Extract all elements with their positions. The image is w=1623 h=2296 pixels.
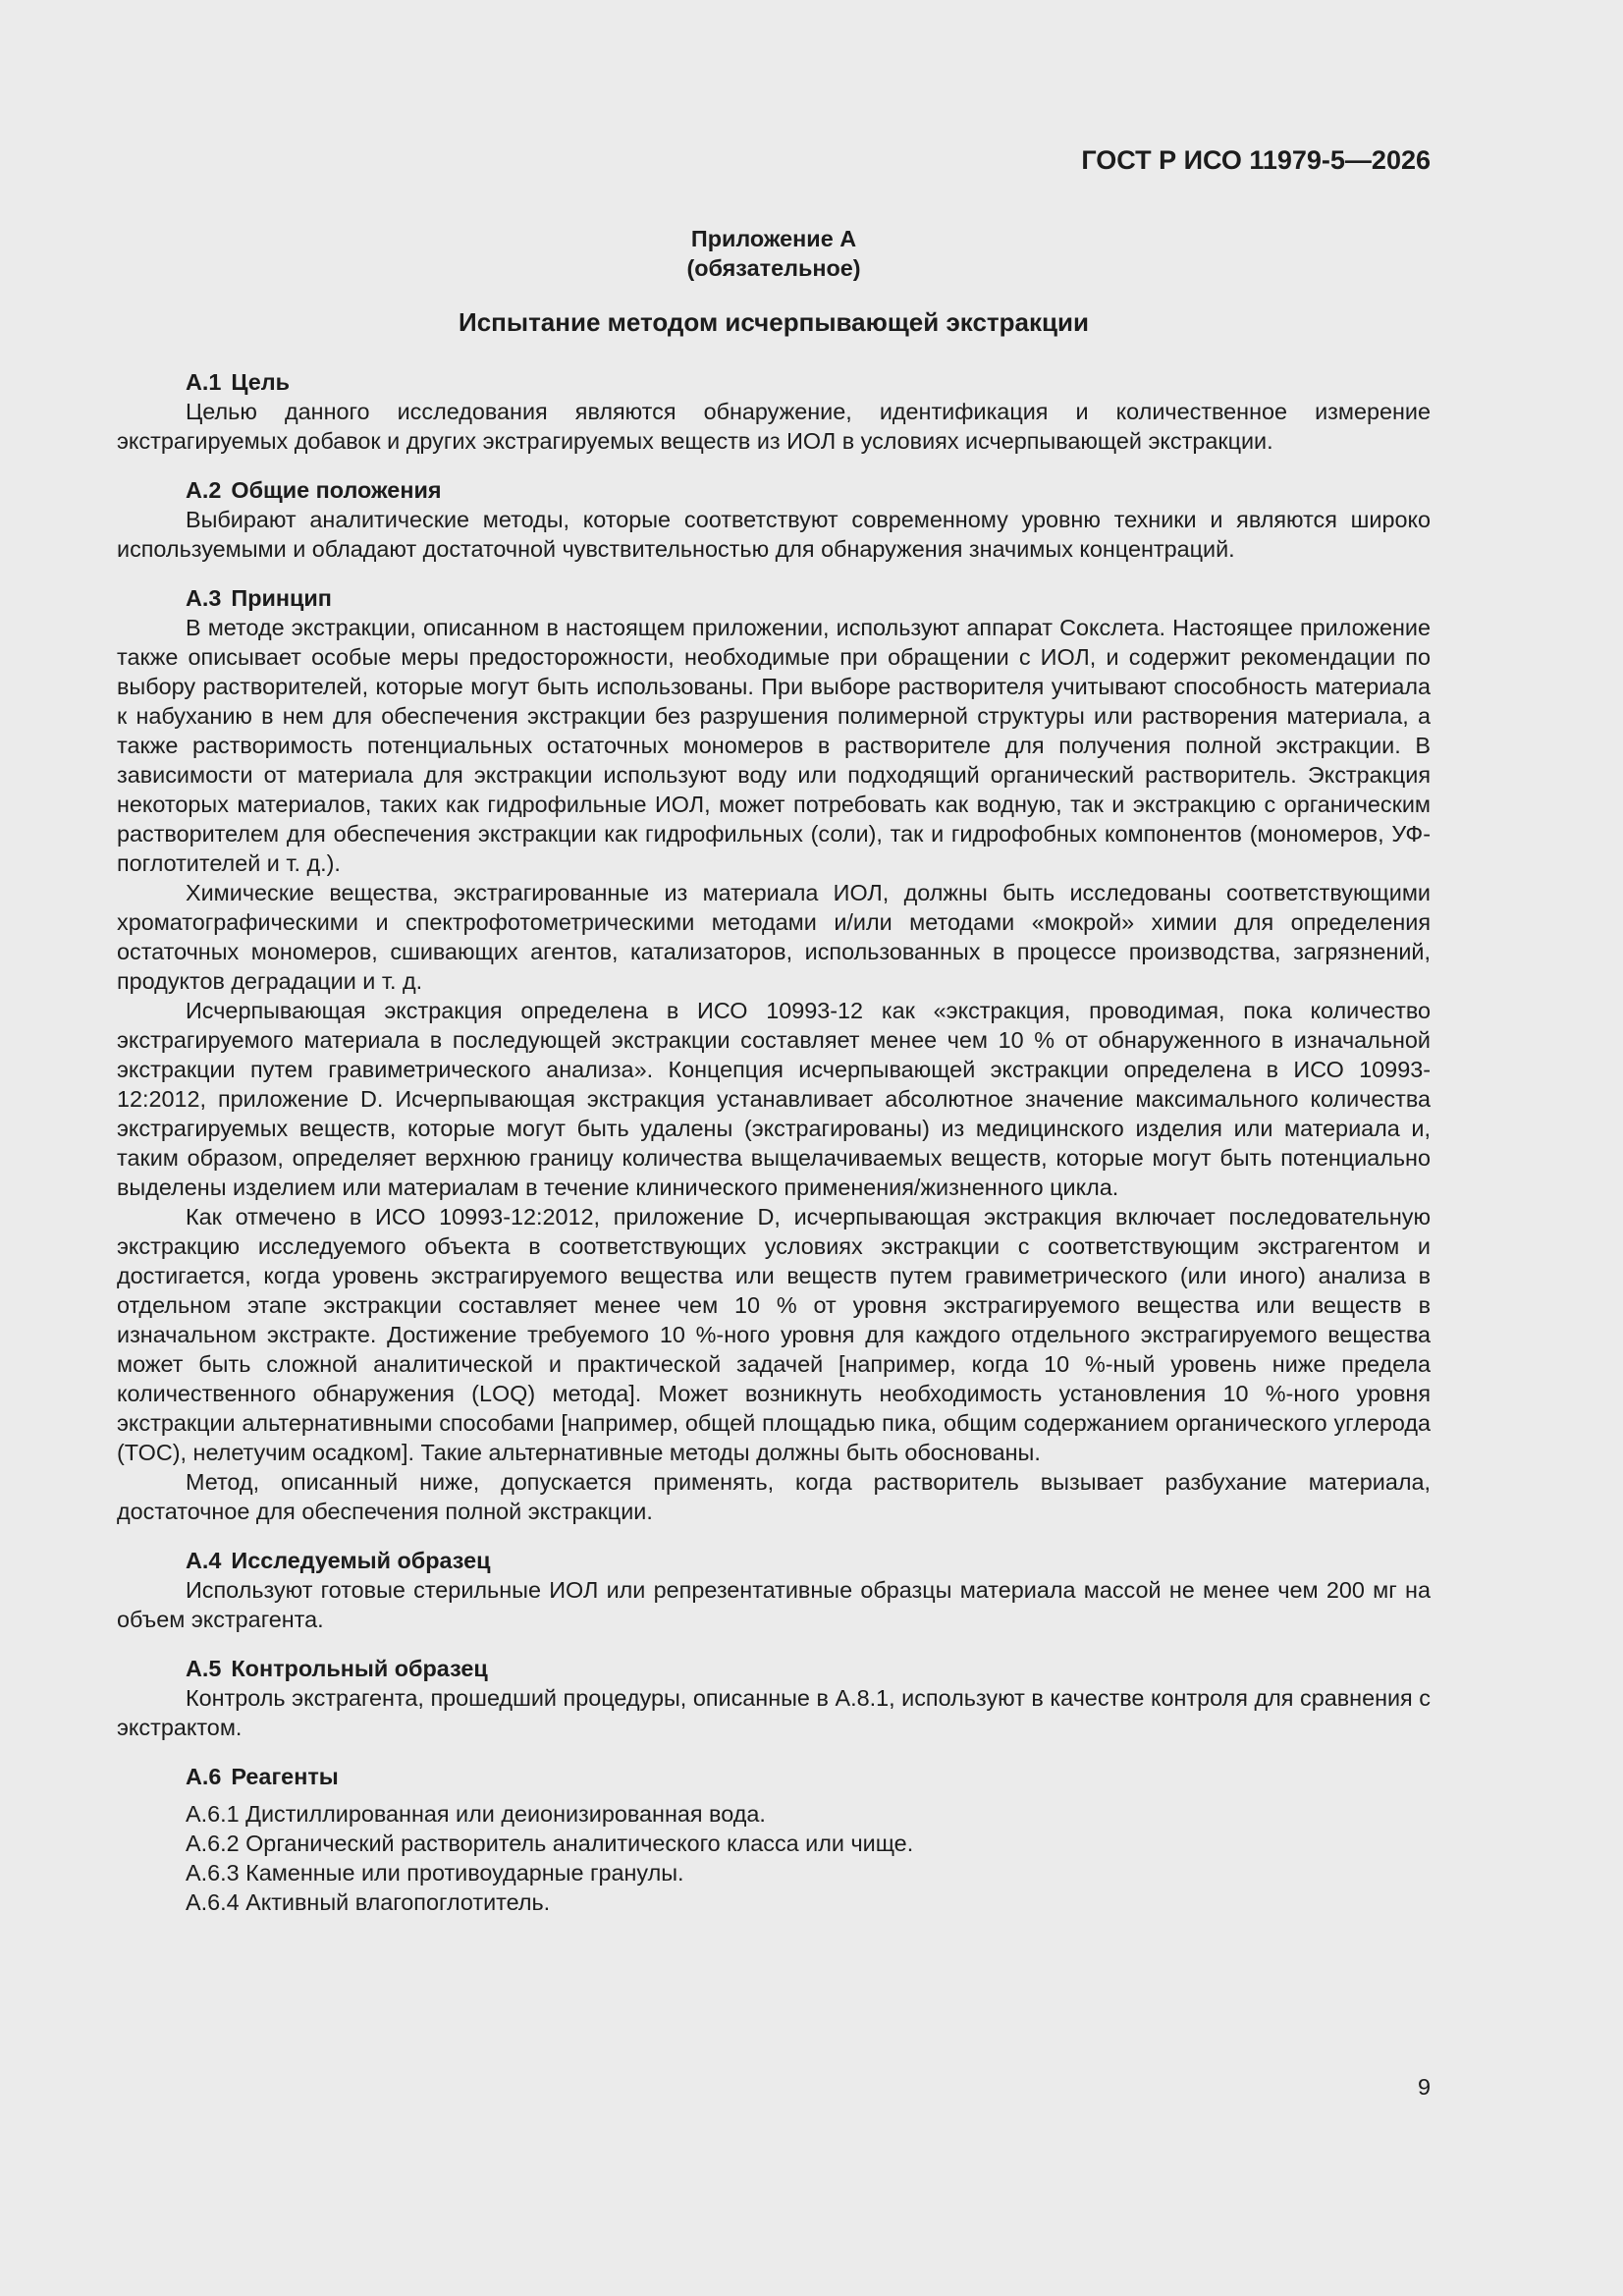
section-a3-heading: [117, 583, 1431, 613]
paragraph: Метод, описанный ниже, допускается применять, когда растворитель вызывает разбухание материала, достаточное для обеспечения полной экстракции.: [117, 1469, 1431, 1524]
annex-heading: Испытание методом исчерпывающей экстракции: [459, 307, 1089, 337]
list-item: А.6.2 Органический растворитель аналитического класса или чище.: [186, 1831, 914, 1856]
section-a1-heading: [117, 367, 1431, 397]
section-number: А.4: [186, 1548, 222, 1573]
paragraph: Выбирают аналитические методы, которые соответствуют современному уровню техники и являются широко используемыми и обладают достаточной чувствительностью для обнаружения значимых концентраций.: [117, 507, 1431, 562]
annex-title: Приложение А: [690, 226, 857, 251]
document-code: ГОСТ Р ИСО 11979-5—2026: [1081, 145, 1431, 175]
page-number: 9: [1417, 2074, 1431, 2100]
paragraph: Используют готовые стерильные ИОЛ или репрезентативные образцы материала массой не менее чем 200 мг на объем экстрагента.: [117, 1577, 1431, 1632]
section-title: Реагенты: [231, 1764, 339, 1789]
list-item: А.6.1 Дистиллированная или деионизированная вода.: [186, 1801, 766, 1827]
paragraph: Химические вещества, экстрагированные из материала ИОЛ, должны быть исследованы соответствующими хроматографическими и спектрофотометрическими методами и/или методами «мокрой» химии для определения остаточных мономеров, сшивающих агентов, катализаторов, использованных в процессе производства, загрязнений, продуктов деградации и т. д.: [117, 880, 1431, 994]
section-a4-heading: [117, 1546, 1431, 1575]
section-title: Принцип: [231, 585, 332, 611]
annex-status: (обязательное): [686, 255, 861, 281]
section-number: А.3: [186, 585, 222, 611]
section-title: Контрольный образец: [231, 1656, 488, 1681]
section-number: А.1: [186, 369, 222, 395]
reagents-list: [117, 1799, 1431, 1917]
list-item: А.6.3 Каменные или противоударные гранулы.: [186, 1860, 684, 1886]
paragraph: Целью данного исследования являются обнаружение, идентификация и количественное измерение экстрагируемых добавок и других экстрагируемых веществ из ИОЛ в условиях исчерпывающей экстракции.: [117, 399, 1431, 454]
list-item: А.6.4 Активный влагопоглотитель.: [186, 1889, 551, 1915]
section-title: Цель: [231, 369, 291, 395]
section-a6-heading: [117, 1762, 1431, 1791]
paragraph: В методе экстракции, описанном в настоящем приложении, используют аппарат Сокслета. Настоящее приложение также описывает особые меры предосторожности, необходимые при обращении с ИОЛ, и содержит рекомендации по выбору растворителей, которые могут быть использованы. При выборе растворителя учитывают способность материала к набуханию в нем для обеспечения экстракции без разрушения полимерной структуры или растворения материала, а также растворимость потенциальных остаточных мономеров в растворителе для получения полной экстракции. В зависимости от материала для экстракции используют воду или подходящий органический растворитель. Экстракция некоторых материалов, таких как гидрофильные ИОЛ, может потребовать как водную, так и экстракцию с органическим растворителем для обеспечения экстракции как гидрофильных (соли), так и гидрофобных компонентов (мономеров, УФ-поглотителей и т. д.).: [117, 615, 1431, 876]
paragraph: Как отмечено в ИСО 10993-12:2012, приложение D, исчерпывающая экстракция включает последовательную экстракцию исследуемого объекта в соответствующих условиях экстракции с соответствующим экстрагентом и достигается, когда уровень экстрагируемого вещества или веществ путем гравиметрического (или иного) анализа в отдельном этапе экстракции составляет менее чем 10 % от уровня экстрагируемого вещества или веществ в изначальном экстракте. Достижение требуемого 10 %-ного уровня для каждого отдельного экстрагируемого вещества может быть сложной аналитической и практической задачей [например, когда 10 %-ный уровень ниже предела количественного обнаружения (LOQ) метода]. Может возникнуть необходимость установления 10 %-ного уровня экстракции альтернативными способами [например, общей площадью пика, общим содержанием органического углерода (TOC), нелетучим осадком]. Такие альтернативные методы должны быть обоснованы.: [117, 1204, 1431, 1465]
section-a2-heading: [117, 475, 1431, 505]
page-content: [117, 224, 1431, 1917]
section-number: А.6: [186, 1764, 222, 1789]
section-number: А.2: [186, 477, 222, 503]
section-title: Общие положения: [231, 477, 442, 503]
section-a5-heading: [117, 1654, 1431, 1683]
paragraph: Исчерпывающая экстракция определена в ИСО 10993-12 как «экстракция, проводимая, пока количество экстрагируемого материала в последующей экстракции составляет менее чем 10 % от обнаруженного в изначальной экстракции путем гравиметрического анализа». Концепция исчерпывающей экстракции определена в ИСО 10993-12:2012, приложение D. Исчерпывающая экстракция устанавливает абсолютное значение максимального количества экстрагируемых веществ, которые могут быть удалены (экстрагированы) из медицинского изделия или материала и, таким образом, определяет верхнюю границу количества выщелачиваемых веществ, которые могут быть потенциально выделены изделием или материалам в течение клинического применения/жизненного цикла.: [117, 998, 1431, 1200]
paragraph: Контроль экстрагента, прошедший процедуры, описанные в А.8.1, используют в качестве контроля для сравнения с экстрактом.: [117, 1685, 1431, 1740]
section-number: А.5: [186, 1656, 222, 1681]
section-title: Исследуемый образец: [231, 1548, 491, 1573]
